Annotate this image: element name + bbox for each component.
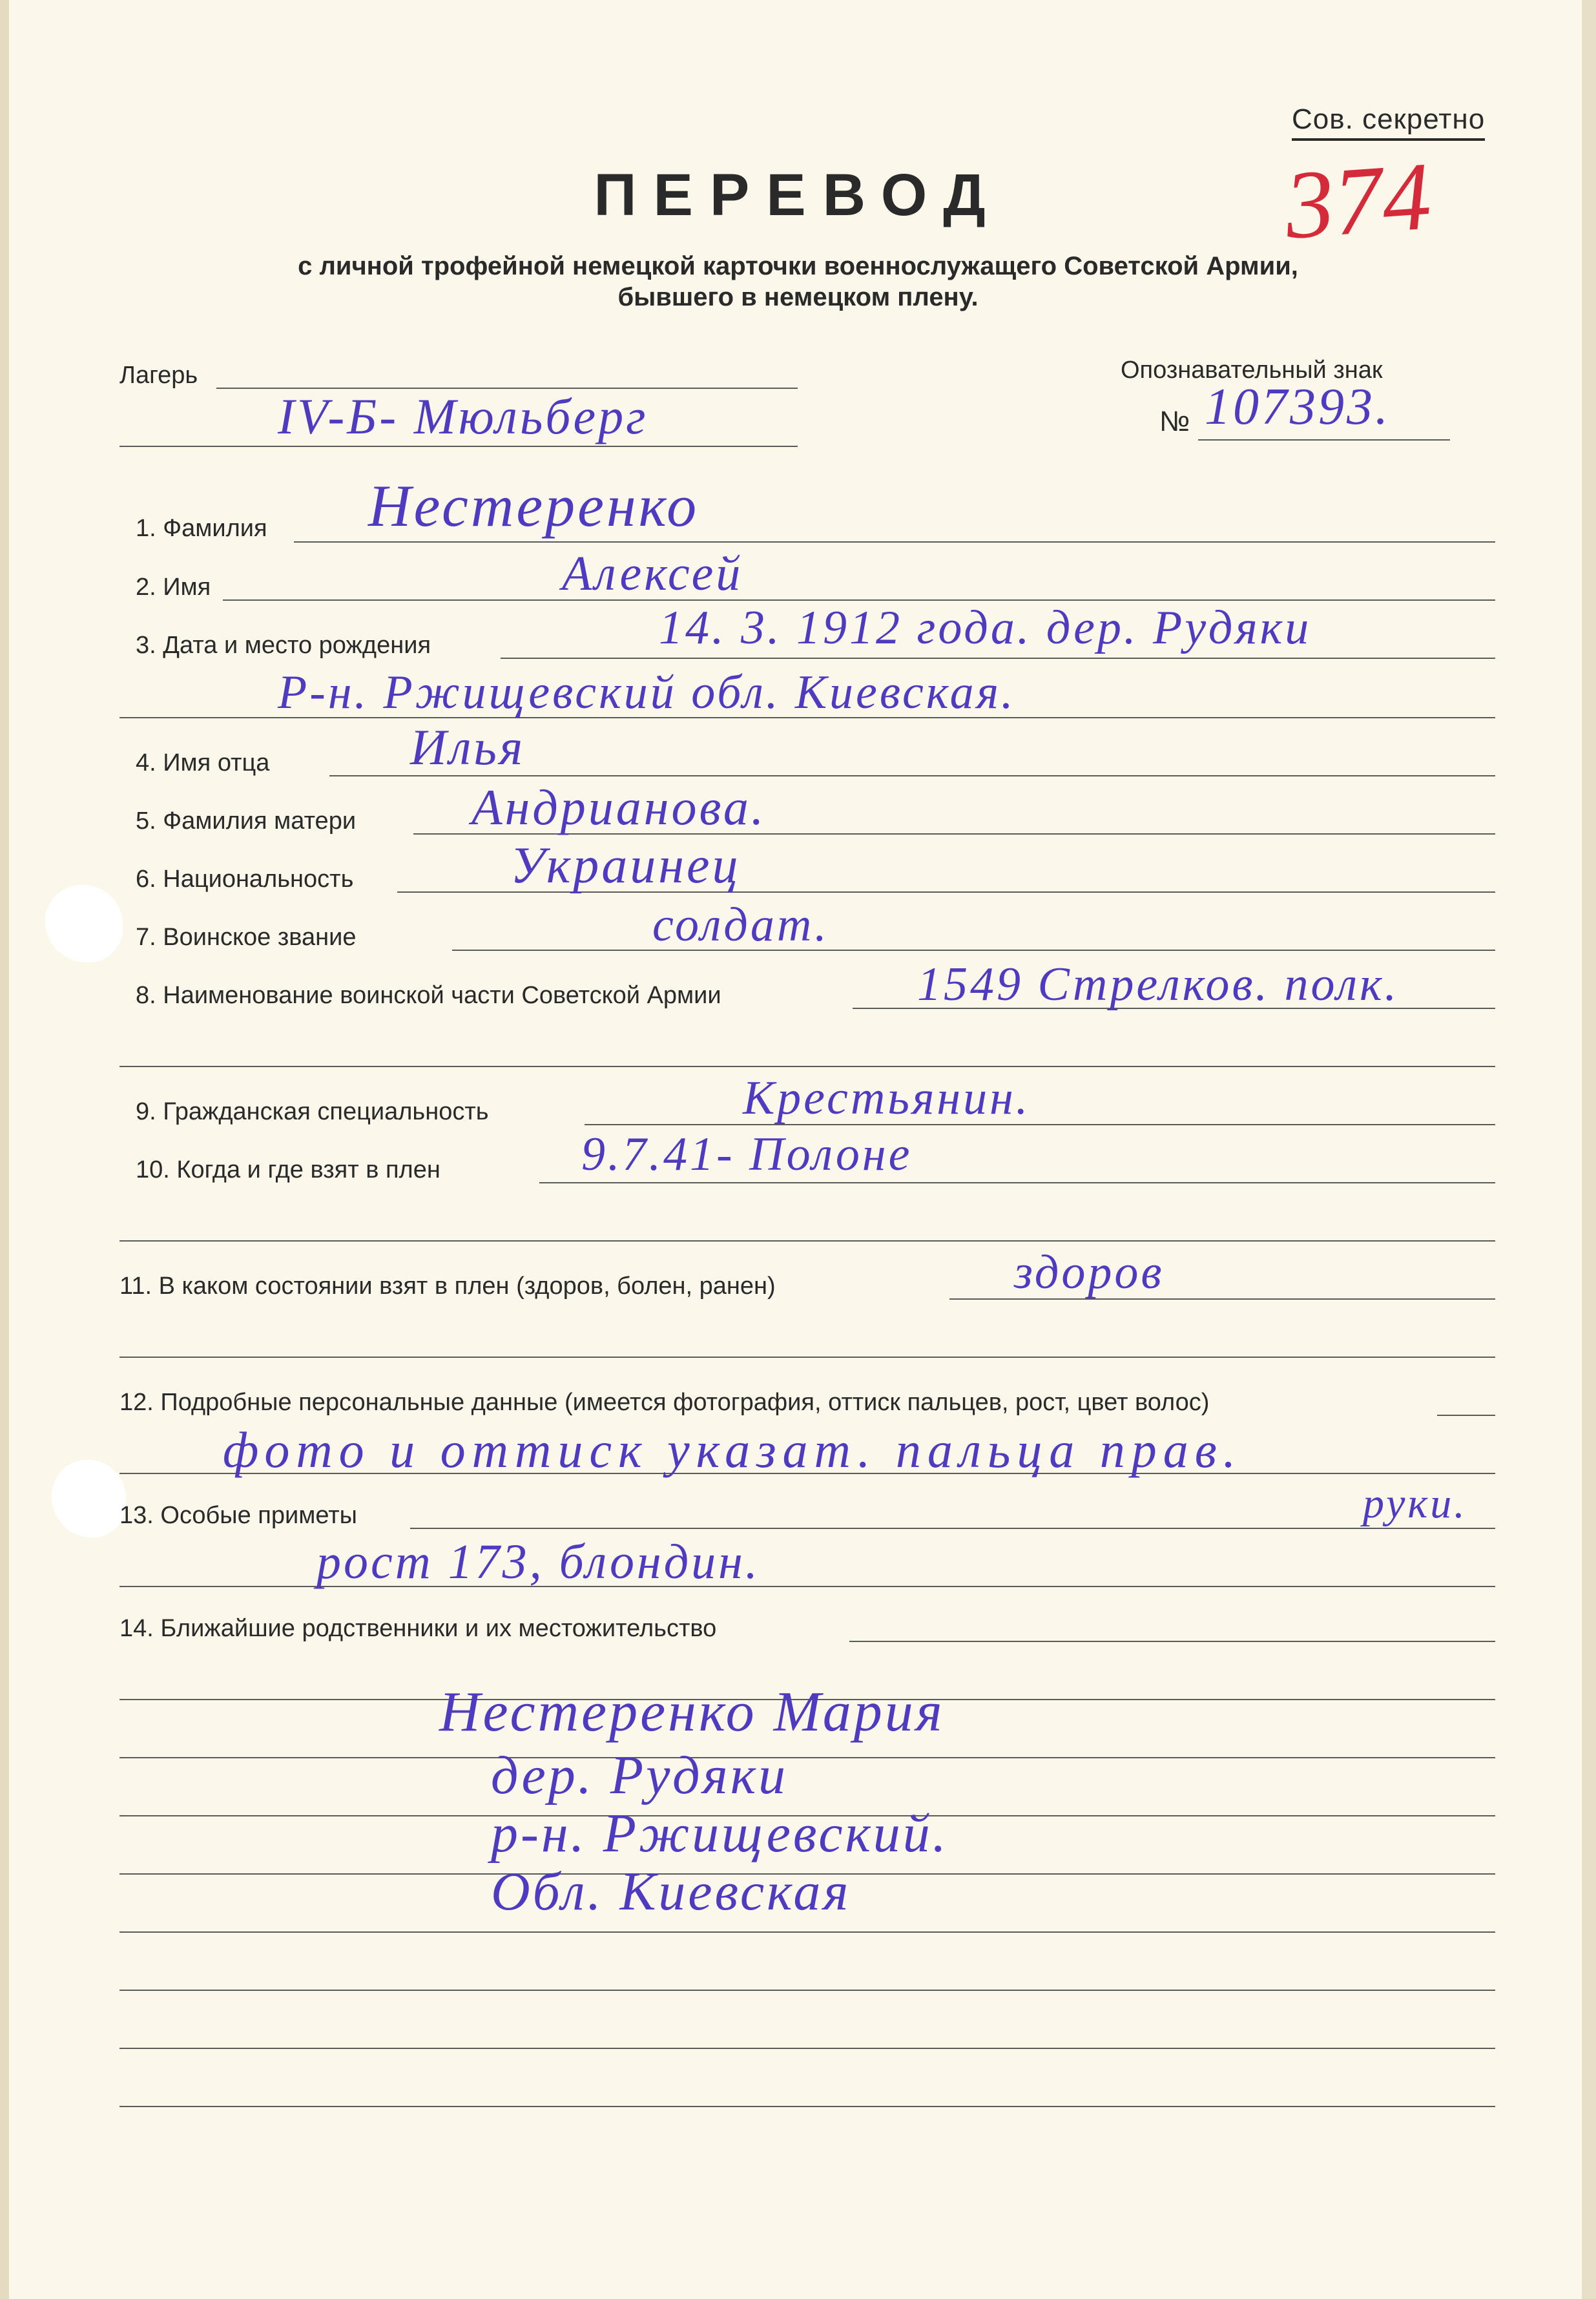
relatives-value-line1: Нестеренко Мария <box>439 1681 945 1743</box>
camp-label: Лагерь <box>119 362 198 389</box>
relatives-value-line4: Обл. Киевская <box>491 1862 851 1922</box>
mother-label: 5. Фамилия матери <box>136 807 357 835</box>
nationality-value: Украинец <box>510 837 741 894</box>
nationality-label: 6. Национальность <box>136 866 354 893</box>
paper-edge-right <box>1582 0 1596 2299</box>
surname-rule <box>294 541 1495 543</box>
relatives-value-line2: дер. Рудяки <box>491 1745 788 1805</box>
marks-rule-1 <box>410 1528 1495 1529</box>
condition-rule-2 <box>119 1357 1495 1358</box>
profession-rule <box>585 1124 1495 1125</box>
birth-value-line1: 14. 3. 1912 года. дер. Рудяки <box>659 601 1312 654</box>
rank-label: 7. Воинское звание <box>136 924 357 951</box>
profession-label: 9. Гражданская специальность <box>136 1098 489 1125</box>
birth-label: 3. Дата и место рождения <box>136 632 431 659</box>
paper-edge-left <box>0 0 9 2299</box>
captured-rule-2 <box>119 1240 1495 1242</box>
relatives-rule-1 <box>849 1641 1495 1642</box>
relatives-rule-9 <box>119 2106 1495 2107</box>
document-title: ПЕРЕВОД <box>594 162 1002 228</box>
relatives-rule-6 <box>119 1931 1495 1933</box>
tag-number-prefix: № <box>1159 406 1190 437</box>
personal-rule-1 <box>1437 1415 1495 1416</box>
tag-value: 107393. <box>1205 379 1391 435</box>
condition-label: 11. В каком состоянии взят в плен (здоров, болен, ранен) <box>119 1273 776 1300</box>
document-subtitle-line2: бывшего в немецком плену. <box>617 283 979 311</box>
father-label: 4. Имя отца <box>136 749 270 776</box>
relatives-label: 14. Ближайшие родственники и их местожительство <box>119 1615 717 1642</box>
rank-rule <box>452 950 1495 951</box>
name-value: Алексей <box>562 546 743 601</box>
tag-label: Опознавательный знак <box>1121 357 1383 384</box>
rank-value: солдат. <box>652 899 829 952</box>
camp-value: IV-Б- Мюльберг <box>278 388 648 444</box>
relatives-rule-3 <box>119 1757 1495 1758</box>
unit-label: 8. Наименование воинской части Советской Армии <box>136 982 721 1009</box>
relatives-rule-7 <box>119 1990 1495 1991</box>
birth-rule-1 <box>501 658 1495 659</box>
surname-label: 1. Фамилия <box>136 515 267 542</box>
father-value: Илья <box>410 719 526 775</box>
profession-value: Крестьянин. <box>743 1072 1031 1125</box>
classification-label: Сов. секретно <box>1292 103 1485 141</box>
tag-rule <box>1198 439 1450 441</box>
camp-rule-2 <box>119 446 798 447</box>
punch-hole-top <box>45 885 123 962</box>
personal-label: 12. Подробные персональные данные (имеется фотография, оттиск пальцев, рост, цвет волос) <box>119 1389 1210 1416</box>
marks-label: 13. Особые приметы <box>119 1502 357 1529</box>
registry-number-stamp: 374 <box>1281 142 1435 260</box>
unit-rule-2 <box>119 1066 1495 1067</box>
birth-value-line2: Р-н. Ржищевский обл. Киевская. <box>278 666 1016 719</box>
unit-value: 1549 Стрелков. полк. <box>917 958 1400 1011</box>
relatives-rule-8 <box>119 2048 1495 2049</box>
name-label: 2. Имя <box>136 574 211 601</box>
condition-value: здоров <box>1014 1246 1165 1299</box>
marks-value: рост 173, блондин. <box>316 1535 760 1589</box>
captured-rule-1 <box>539 1182 1495 1183</box>
surname-value: Нестеренко <box>368 473 700 539</box>
punch-hole-bottom <box>52 1460 126 1537</box>
personal-value-line1: фото и оттиск указат. пальца прав. <box>223 1422 1243 1478</box>
relatives-value-line3: р-н. Ржищевский. <box>491 1804 949 1864</box>
captured-value: 9.7.41- Полоне <box>581 1128 913 1181</box>
captured-label: 10. Когда и где взят в плен <box>136 1156 440 1183</box>
personal-value-line2: руки. <box>1363 1480 1467 1527</box>
mother-value: Андрианова. <box>472 779 767 835</box>
document-subtitle-line1: с личной трофейной немецкой карточки военнослужащего Советской Армии, <box>298 252 1298 280</box>
